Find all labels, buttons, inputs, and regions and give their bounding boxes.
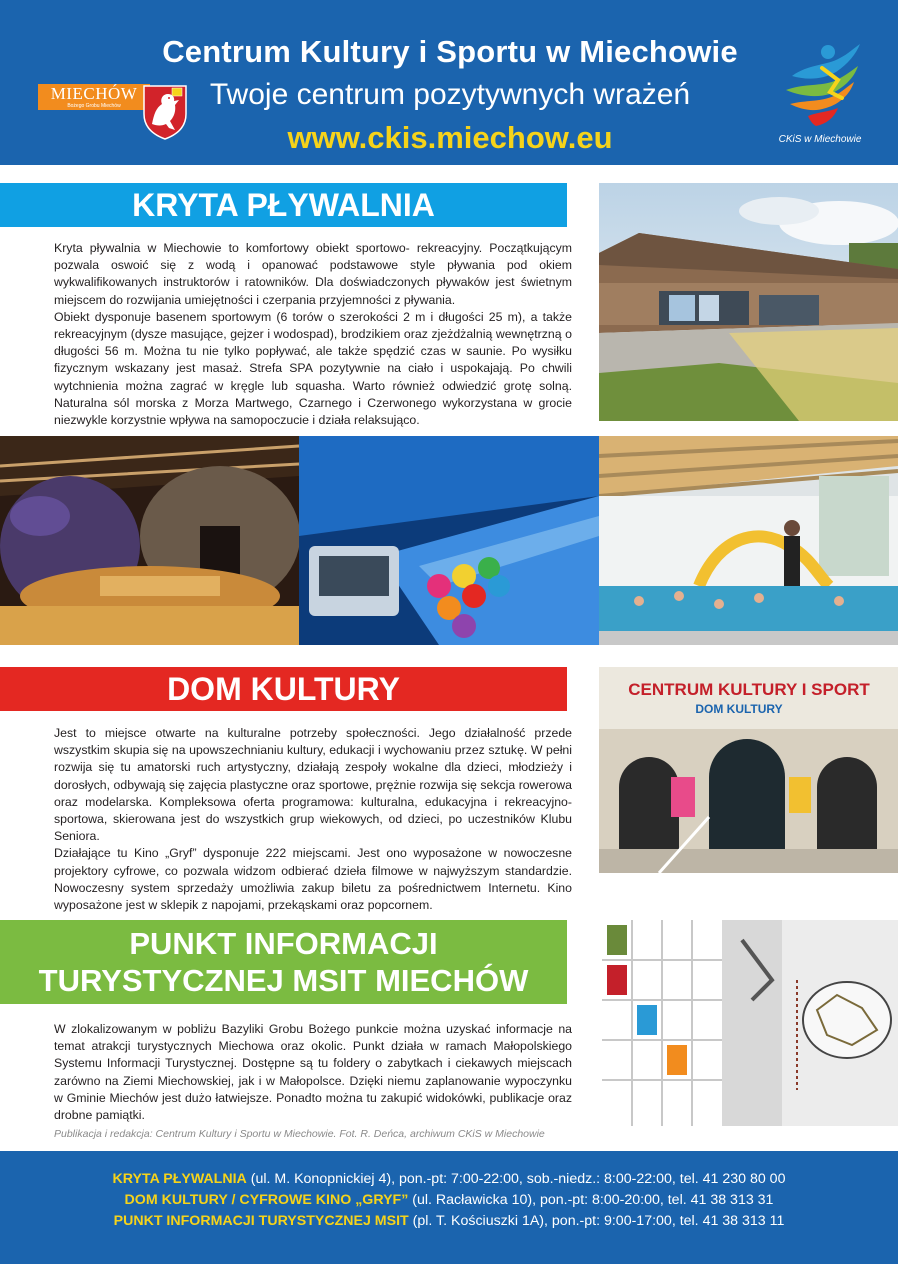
footer-info-tourist: (pl. T. Kościuszki 1A), pon.-pt: 9:00-17:00, tel. 41 38 313 11 <box>408 1213 785 1229</box>
miechow-logo-text: MIECHÓW <box>50 84 138 103</box>
culture-description <box>54 725 572 914</box>
building-sign2-text: DOM KULTURY <box>695 702 783 716</box>
footer-label-culture: DOM KULTURY / CYFROWE KINO „GRYF” <box>124 1192 409 1208</box>
footer-info-culture: (ul. Racławicka 10), pon.-pt: 8:00-20:00, tel. 41 38 313 31 <box>408 1192 774 1208</box>
footer-info-pool: (ul. M. Konopnickiej 4), pon.-pt: 7:00-22:00, sob.-niedz.: 8:00-22:00, tel. 41 230 80 00 <box>246 1171 786 1187</box>
tourist-title-line1: PUNKT INFORMACJI <box>129 926 438 961</box>
page-subtitle: Twoje centrum pozytywnych wrażeń <box>209 78 691 111</box>
footer-line-tourist <box>0 1213 898 1229</box>
salt-grotto-photo <box>0 436 299 645</box>
header <box>0 0 898 165</box>
miechow-logo-small: Bożego Grobu Miechów <box>67 103 121 109</box>
pool-description <box>54 240 572 429</box>
ckis-logo-caption: CKiS w Miechowie <box>778 134 862 145</box>
pool-paragraph: Obiekt dysponuje basenem sportowym (6 torów o szerokości 2 m i długości 25 m), a także rekreacyjnym (dysze masujące, gejzer i wodospad), brodzikiem oraz zjeżdżalnią wewnętrzną o długości 56 m. Można tu nie tylko popływać, ale także spędzić czas w saunie. Po wysiłku fizycznym wskazany jest masaż. Strefa SPA pozytywnie na ciało i uspokajają. Po chwili wytchnienia można zagrać w kręgle lub squasha. Warto również odwiedzić grotę solną. Naturalna sól morska z Morza Martwego, Czarnego i Czerwonego wykorzystana w grocie niezwykle korzystnie wpływa na samopoczucie i działa relaksująco. <box>54 309 572 428</box>
footer-label-tourist: PUNKT INFORMACJI TURYSTYCZNEJ MSIT <box>113 1213 409 1229</box>
footer-contact-info <box>0 1151 898 1264</box>
footer-line-pool <box>0 1171 898 1187</box>
miechow-logo <box>38 84 150 110</box>
page-title: Centrum Kultury i Sportu w Miechowie <box>162 34 738 69</box>
tourist-info-description <box>54 1021 572 1124</box>
culture-paragraph: Działające tu Kino „Gryf” dysponuje 222 miejscami. Jest ono wyposażone w nowoczesne projektory cyfrowe, co pozwala widzom odbierać dzieła filmowe w najwyższym standardzie. Nowoczesny system sprzedaży umożliwia zakup biletu za pośrednictwem Internetu. Kino wyposażone jest w sklepik z napojami, przekąskami oraz popcornem. <box>54 846 572 913</box>
pool-paragraph: Kryta pływalnia w Miechowie to komfortowy obiekt sportowo- rekreacyjny. Początkującym pozwala oswoić się z wodą i opanować podstawowe style pływania pod okiem wykwalifikowanych instruktorów i ratowników. Dla doświadczonych pływaków jest świetnym miejscem do rozwijania umiejętności i czerpania przyjemności z pływania. <box>54 241 572 307</box>
bowling-alley-photo <box>299 436 599 645</box>
indoor-pool-photo <box>599 436 898 645</box>
tourist-title-line2: TURYSTYCZNEJ MSIT MIECHÓW <box>38 963 529 998</box>
section-title-pool: KRYTA PŁYWALNIA <box>0 183 567 227</box>
building-sign-text: CENTRUM KULTURY I SPORT <box>628 680 870 699</box>
culture-paragraph: Jest to miejsce otwarte na kulturalne potrzeby społeczności. Jego działalność przede wszystkim skupia się na upowszechnianiu kultury, edukacji i wychowaniu przez sztukę. W pełni rozwija się tu amatorski ruch artystyczny, działają zespoły wokalne dla dzieci, młodzieży i dorosłych, odbywają się zajęcia plastyczne oraz sportowe, prężnie rozwija się sekcja rowerowa oraz modelarska. Kompleksowa oferta programowa: kulturalna, edukacyjna i rekreacyjno-sportowa, skierowana jest do wszystkich grup wiekowych, od dzieci, po uczestników Klubu Seniora. <box>54 726 572 844</box>
pool-building-photo <box>599 183 898 421</box>
section-title-tourist-info <box>0 920 567 1004</box>
coat-of-arms-icon <box>142 84 188 140</box>
culture-house-photo <box>599 667 898 873</box>
website-link[interactable]: www.ckis.miechow.eu <box>287 120 613 155</box>
ckis-logo-icon <box>778 38 868 138</box>
footer-label-pool: KRYTA PŁYWALNIA <box>112 1171 247 1187</box>
section-title-culture: DOM KULTURY <box>0 667 567 711</box>
tourist-info-office-photo <box>602 920 898 1126</box>
publication-credit: Publikacja i redakcja: Centrum Kultury i Sportu w Miechowie. Fot. R. Deńca, archiwum CKiS w Miechowie <box>54 1128 545 1140</box>
footer-line-culture <box>0 1192 898 1208</box>
tourist-paragraph: W zlokalizowanym w pobliżu Bazyliki Grobu Bożego punkcie można uzyskać informacje na temat atrakcji turystycznych Miechowa oraz okolic. Punkt działa w ramach Małopolskiego Systemu Informacji Turystycznej. Dostępne są tu foldery o zabytkach i ciekawych miejscach zarówno na Ziemi Miechowskiej, jak i w Małopolsce. Dzięki niemu zaplanowanie wypoczynku w Gminie Miechów jest dużo łatwiejsze. Ponadto można tu zakupić widokówki, publikacje oraz drobne pamiątki. <box>54 1022 572 1123</box>
